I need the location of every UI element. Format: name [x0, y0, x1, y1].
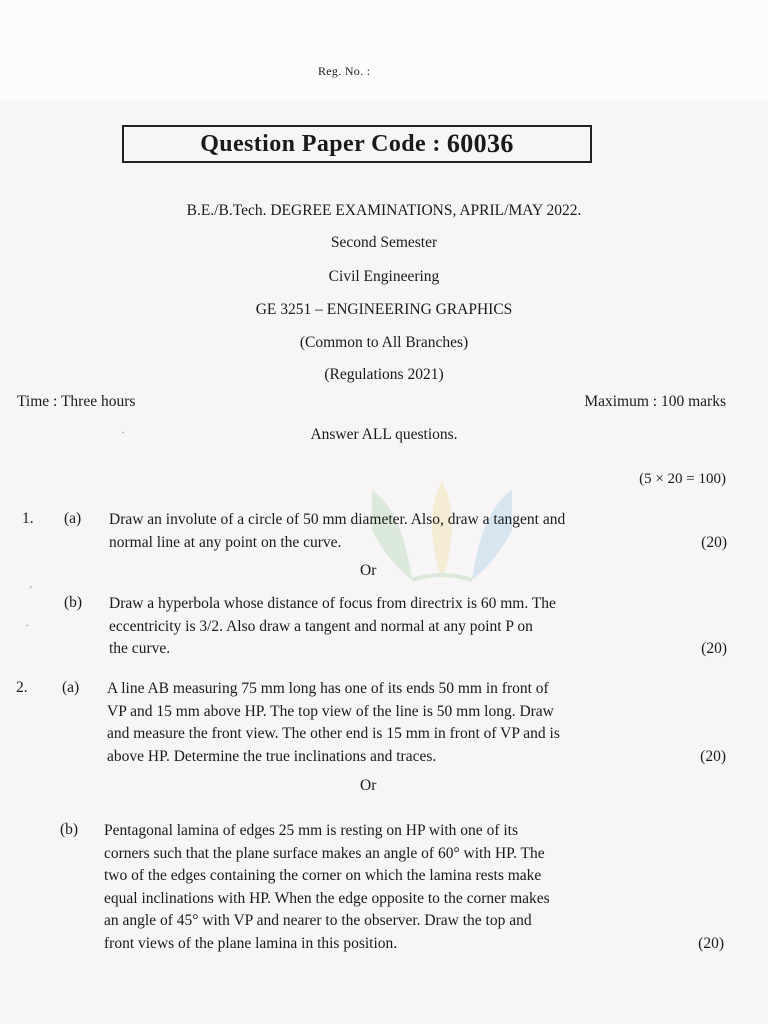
text-line: VP and 15 mm above HP. The top view of the line is 50 mm long. Draw — [107, 702, 554, 720]
top-margin — [0, 0, 768, 100]
text-line: the curve. (20) — [109, 638, 727, 661]
course-title: GE 3251 – ENGINEERING GRAPHICS — [255, 301, 513, 318]
part-label: (b) — [64, 594, 83, 611]
marks-scheme: (5 × 20 = 100) — [639, 471, 726, 487]
marks: (20) — [700, 747, 726, 765]
scan-speck: ' — [30, 585, 32, 596]
scan-speck: . — [26, 618, 29, 629]
semester: Second Semester — [330, 234, 438, 251]
text-line: two of the edges containing the corner on which the lamina rests make — [104, 867, 542, 884]
question-paper-code-box — [122, 125, 592, 163]
or-divider: Or — [360, 562, 377, 579]
text-line: front views of the plane lamina in this position. (20) — [104, 933, 724, 956]
scan-speck: . — [122, 425, 125, 436]
text-line: equal inclinations with HP. When the edge opposite to the corner makes — [104, 889, 550, 907]
marks: (20) — [698, 934, 724, 952]
question-2a-text — [107, 678, 726, 768]
regulations: (Regulations 2021) — [324, 366, 444, 383]
text-line: normal line at any point on the curve. (20) — [109, 532, 727, 555]
text-line: Pentagonal lamina of edges 25 mm is resting on HP with one of its — [104, 822, 518, 839]
text-line: and measure the front view. The other end is 15 mm in front of VP and is — [107, 725, 560, 742]
maximum-marks: Maximum : 100 marks — [584, 393, 726, 410]
text-line: an angle of 45° with VP and nearer to the observer. Draw the top and — [104, 912, 532, 929]
or-divider: Or — [360, 777, 377, 794]
question-2b-text — [104, 820, 724, 955]
question-1b-text — [109, 593, 727, 661]
text-line: corners such that the plane surface makes an angle of 60° with HP. The — [104, 844, 545, 862]
code-label: Question Paper Code : — [200, 130, 441, 157]
marks: (20) — [701, 640, 727, 657]
question-number: 1. — [22, 510, 34, 527]
reg-no-label: Reg. No. : — [318, 64, 371, 78]
part-label: (a) — [64, 510, 82, 527]
common-branches: (Common to All Branches) — [299, 334, 469, 351]
code-number: 60036 — [446, 129, 514, 158]
degree-line: B.E./B.Tech. DEGREE EXAMINATIONS, APRIL/MAY 2022. — [186, 202, 582, 219]
marks: (20) — [701, 533, 727, 551]
text-line: A line AB measuring 75 mm long has one of its ends 50 mm in front of — [107, 680, 549, 697]
question-1a-text — [109, 509, 727, 554]
text-line: above HP. Determine the true inclinations and traces. (20) — [107, 746, 726, 769]
text-line: Draw an involute of a circle of 50 mm diameter. Also, draw a tangent and — [109, 511, 566, 528]
text-line: eccentricity is 3/2. Also draw a tangent and normal at any point P on — [109, 617, 533, 635]
instruction: Answer ALL questions. — [310, 426, 458, 443]
branch: Civil Engineering — [328, 268, 440, 285]
part-label: (b) — [60, 821, 79, 838]
time-allowed: Time : Three hours — [17, 393, 136, 410]
text-line: Draw a hyperbola whose distance of focus from directrix is 60 mm. The — [109, 595, 556, 612]
question-number: 2. — [16, 679, 28, 696]
part-label: (a) — [62, 679, 80, 696]
